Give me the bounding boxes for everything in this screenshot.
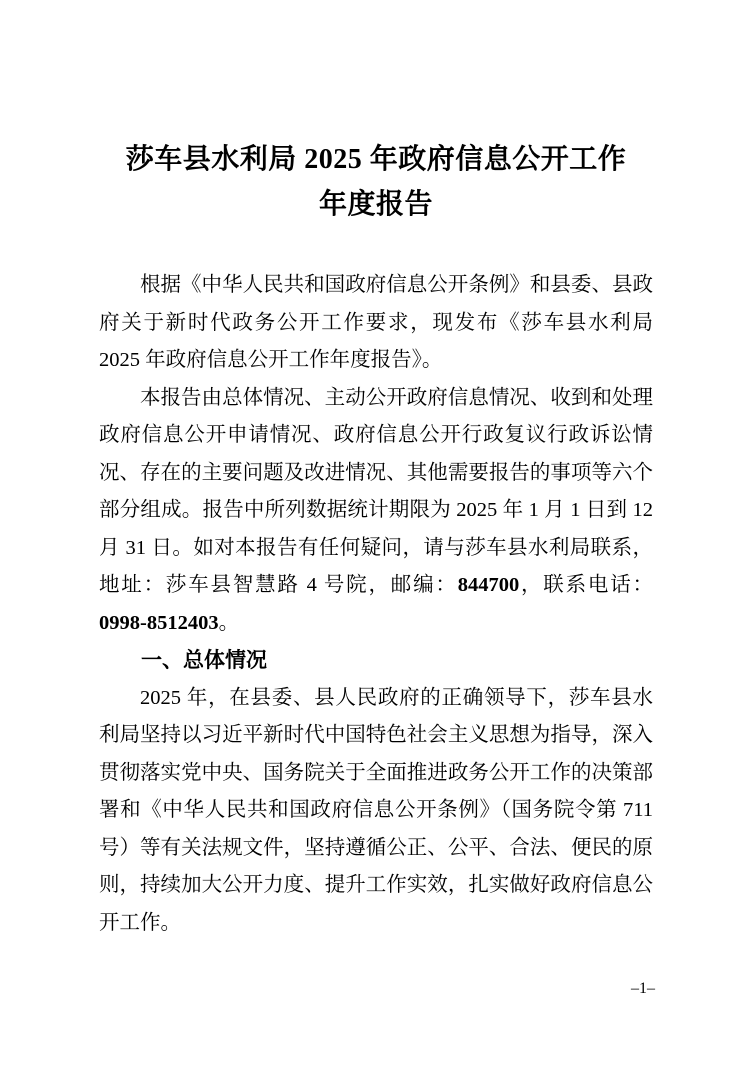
page-number: –1– — [631, 980, 655, 997]
paragraph-report-scope-text-3: 。 — [218, 611, 240, 634]
paragraph-report-scope-text: 本报告由总体情况、主动公开政府信息情况、收到和处理政府信息公开申请情况、政府信息公开行政复议行政诉讼情况、存在的主要问题及改进情况、其他需要报告的事项等六个部分组成。报告中所列数据统计期限为 2025 年 1 月 1 日到 12 月 31 日。如对本报告有任何疑问，请与莎车县水利局联系，地址：莎车县智慧路 4 号院，邮编： — [99, 386, 653, 596]
document-body — [99, 267, 653, 942]
document-title-line-2: 年度报告 — [318, 189, 433, 220]
phone-number: 0998-8512403 — [99, 611, 219, 634]
paragraph-overall-situation: 2025 年，在县委、县人民政府的正确领导下，莎车县水利局坚持以习近平新时代中国特色社会主义思想为指导，深入贯彻落实党中央、国务院关于全面推进政务公开工作的决策部署和《中华人民共和国政府信息公开条例》（国务院令第 711 号）等有关法规文件，坚持遵循公正、公平、合法、便民的原则，持续加大公开力度、提升工作实效，扎实做好政府信息公开工作。 — [99, 686, 653, 934]
document-content — [99, 137, 653, 942]
postal-code: 844700 — [457, 574, 520, 596]
section-heading-overall-situation: 一、总体情况 — [141, 649, 267, 672]
document-title — [99, 137, 653, 227]
document-title-line-1: 莎车县水利局 2025 年政府信息公开工作 — [125, 144, 627, 175]
paragraph-report-scope-text-2: ，联系电话： — [519, 574, 654, 596]
paragraph-report-scope — [99, 380, 653, 643]
paragraph-basis: 根据《中华人民共和国政府信息公开条例》和县委、县政府关于新时代政务公开工作要求，现发布《莎车县水利局 2025 年政府信息公开工作年度报告》。 — [99, 274, 653, 371]
